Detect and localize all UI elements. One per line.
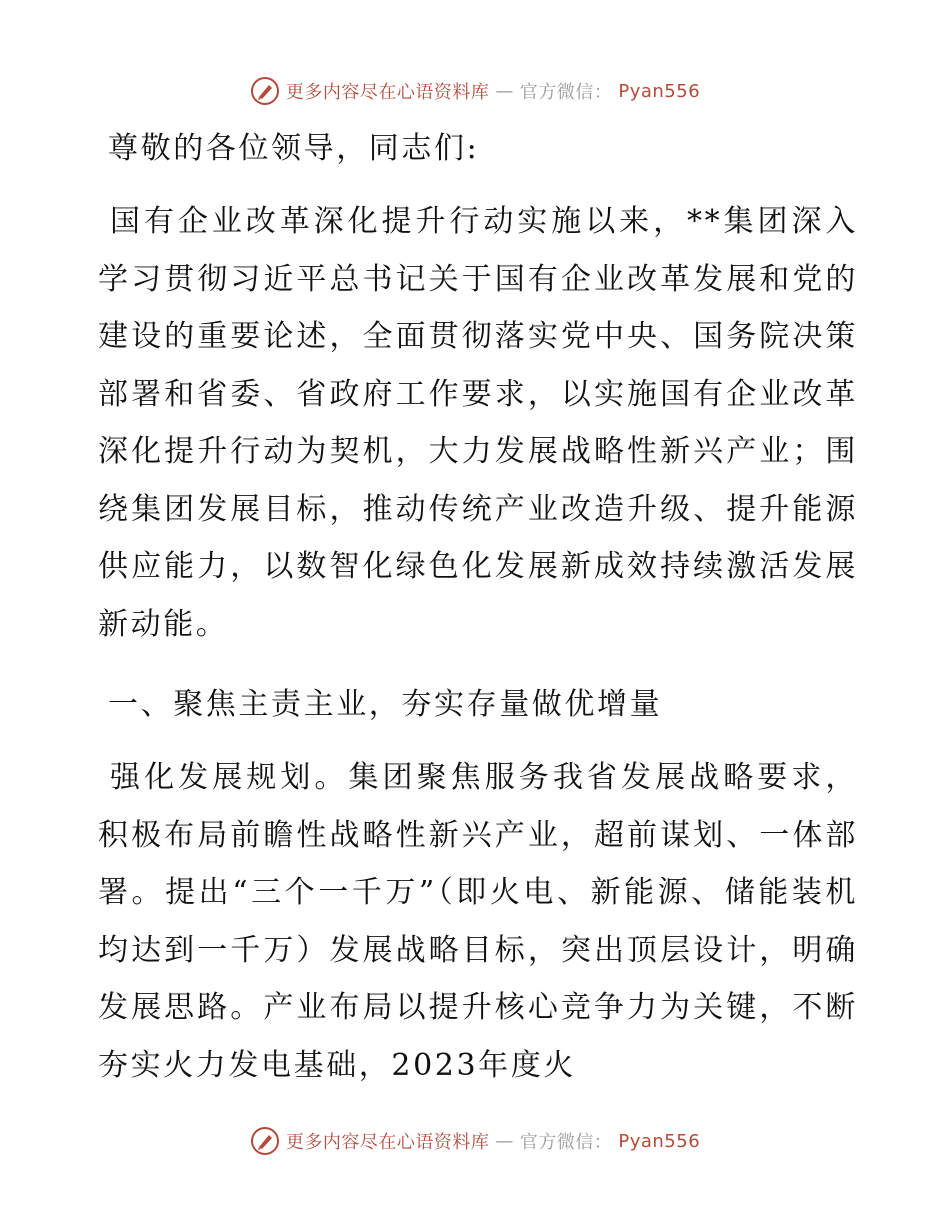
watermark-official-label: 官方微信： xyxy=(519,1132,613,1153)
watermark-wechat-id: Pyan556 xyxy=(618,1130,701,1152)
watermark-separator: — xyxy=(495,80,514,102)
watermark-wechat-id: Pyan556 xyxy=(618,80,701,102)
section-heading-1: 一、聚焦主责主业，夯实存量做优增量 xyxy=(108,687,663,722)
header-watermark xyxy=(0,76,950,106)
watermark-separator: — xyxy=(495,1130,514,1152)
pen-nib-icon xyxy=(250,76,280,106)
paragraph-intro: 国有企业改革深化提升行动实施以来，**集团深入学习贯彻习近平总书记关于国有企业改革发展和党的建设的重要论述，全面贯彻落实党中央、国务院决策部署和省委、省政府工作要求，以实施国有企业改革深化提升行动为契机，大力发展战略性新兴产业；围绕集团发展目标，推动传统产业改造升级、提升能源供应能力，以数智化绿色化发展新成效持续激活发展新动能。 xyxy=(98,204,858,642)
footer-watermark xyxy=(0,1126,950,1156)
watermark-main-text: 更多内容尽在心语资料库 xyxy=(285,1132,490,1153)
watermark-main-text: 更多内容尽在心语资料库 xyxy=(285,82,490,103)
watermark-official-label: 官方微信： xyxy=(519,82,613,103)
pen-nib-icon xyxy=(250,1126,280,1156)
paragraph-planning: 强化发展规划。集团聚焦服务我省发展战略要求，积极布局前瞻性战略性新兴产业，超前谋划、一体部署。提出“三个一千万”（即火电、新能源、储能装机均达到一千万）发展战略目标，突出顶层设计，明确发展思路。产业布局以提升核心竞争力为关键，不断夯实火力发电基础，2023年度火 xyxy=(98,760,858,1083)
greeting: 尊敬的各位领导，同志们: xyxy=(108,131,480,166)
